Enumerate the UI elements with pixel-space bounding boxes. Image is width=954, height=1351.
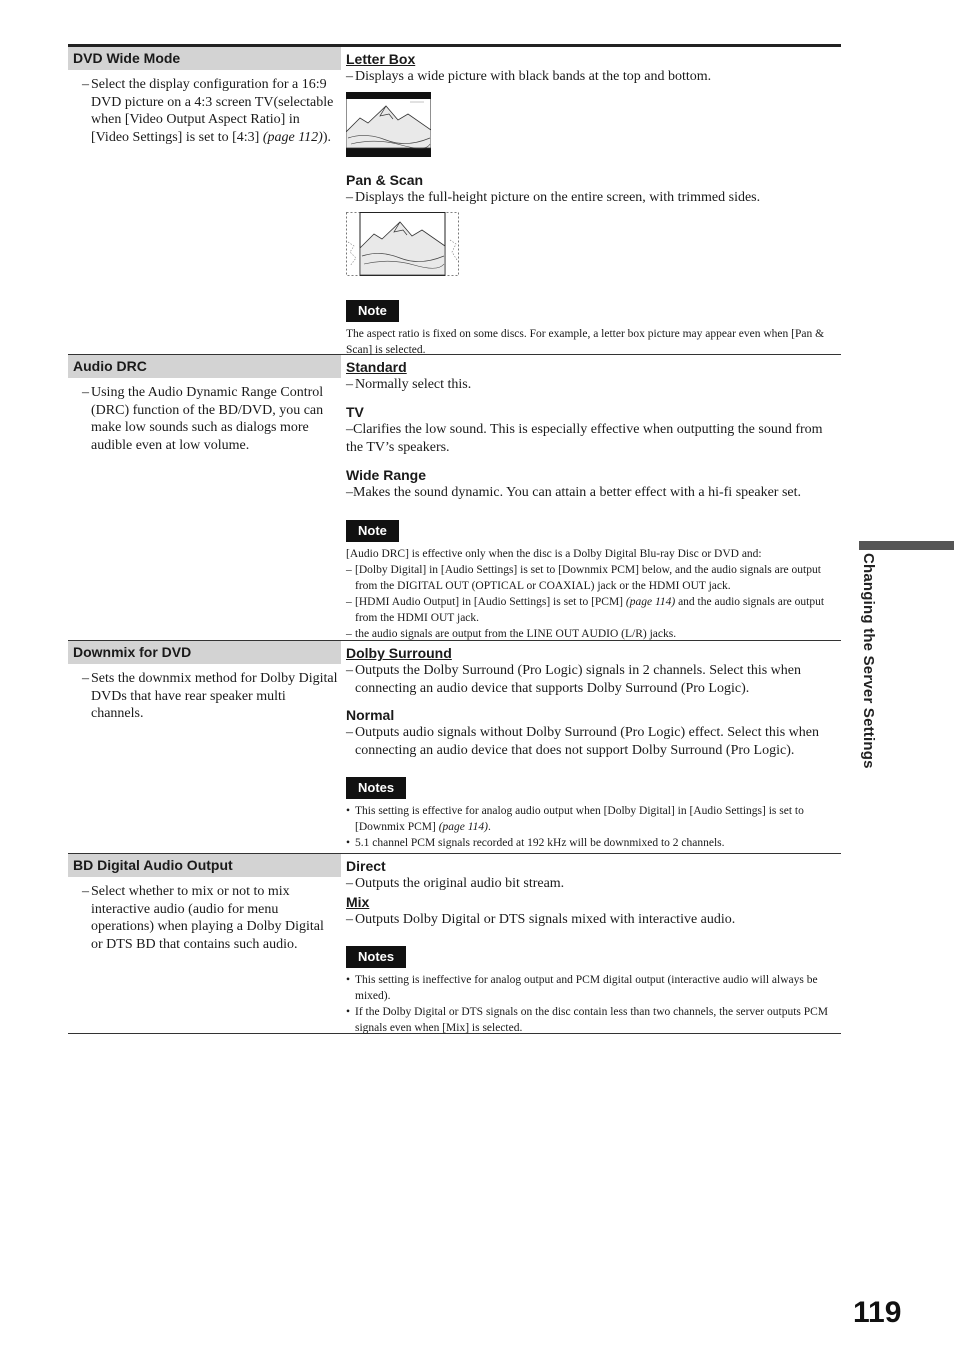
note-item: 5.1 channel PCM signals recorded at 192 kHz will be downmixed to 2 channels. [355,837,725,850]
option-description: Displays a wide picture with black bands at the top and bottom. [355,69,712,84]
dash-marker: – [82,671,89,686]
option-description: –Makes the sound dynamic. You can attain a better effect with a hi-fi speaker set. [346,484,801,500]
dash-marker: – [346,563,352,576]
setting-heading: Downmix for DVD [68,641,341,664]
note-text: The aspect ratio is fixed on some discs. For example, a letter box picture may appear even when [Pan & Scan] is selected. [346,328,825,357]
section-side-title: Changing the Server Settings [860,553,877,769]
option-pan-scan: Pan & Scan [346,171,424,188]
dash-marker: – [346,69,353,84]
setting-options-cell [341,355,841,640]
letterbox-illustration [346,92,841,162]
bullet-marker: • [346,805,351,818]
note-item: [HDMI Audio Output] in [Audio Settings] is set to [PCM] [355,595,626,608]
setting-description [68,378,341,458]
option-letter-box: Letter Box [346,51,416,67]
description-text: Select the display configuration for a 16:9 DVD picture on a 4:3 screen TV(selectable when [Video Output Aspect Ratio] in [Video Settings] is set to [4:3] [91,77,334,145]
description-text: Sets the downmix method for Dolby Digital DVDs that have rear speaker multi channels. [91,671,338,722]
option-description: –Clarifies the low sound. This is especially effective when outputting the sound from the TV’s speakers. [346,421,823,455]
setting-label-cell [68,854,341,1033]
dash-marker: – [346,627,352,640]
bullet-marker: • [346,837,351,850]
setting-options-cell [341,47,841,357]
notes-badge: Notes [346,946,406,968]
note-item-end: and the audio signals are output from the HDMI OUT jack. [355,595,825,624]
page-number: 119 [853,1296,902,1329]
setting-heading: BD Digital Audio Output [68,854,341,877]
setting-label-cell [68,47,341,354]
setting-options-cell [341,641,841,853]
note-item: the audio signals are output from the LINE OUT AUDIO (L/R) jacks. [355,627,677,640]
setting-row-audio-drc [68,354,841,640]
note-badge: Note [346,300,399,322]
setting-options-cell [341,854,841,1033]
dash-marker: – [82,385,89,400]
setting-heading: DVD Wide Mode [68,47,341,70]
dash-marker: – [82,884,89,899]
side-tab-bar [859,541,954,550]
dash-marker: – [346,876,353,891]
settings-table [68,44,841,1034]
dash-marker: – [346,377,353,392]
note-item-end: . [488,821,491,834]
setting-row-dvd-wide-mode [68,47,841,357]
note-item: If the Dolby Digital or DTS signals on the disc contain less than two channels, the server outputs PCM signals even when [Mix] is selected. [355,1006,829,1035]
option-tv: TV [346,403,364,420]
setting-heading: Audio DRC [68,355,341,378]
setting-description [68,877,341,957]
page-reference: (page 112) [262,129,323,145]
note-item: This setting is effective for analog audio output when [Dolby Digital] in [Audio Settings] is set to [Downmix PCM] [355,805,804,834]
option-description: Displays the full-height picture on the entire screen, with trimmed sides. [355,189,761,205]
description-end: ). [322,129,331,145]
option-normal: Normal [346,707,395,724]
note-badge: Note [346,520,399,542]
dash-marker: – [346,595,352,608]
dash-marker: – [346,189,353,205]
option-description: Outputs the original audio bit stream. [355,876,565,891]
dash-marker: – [346,663,353,678]
dash-marker: – [346,725,353,741]
description-text: Select whether to mix or not to mix interactive audio (audio for menu operations) when playing a Dolby Digital or DTS BD that contains such audio. [91,884,324,952]
option-description: Outputs Dolby Digital or DTS signals mixed with interactive audio. [355,911,736,927]
setting-row-bd-digital-audio [68,853,841,1033]
option-wide-range: Wide Range [346,466,426,483]
dash-marker: – [346,911,353,927]
option-standard: Standard [346,359,407,375]
note-item: This setting is ineffective for analog output and PCM digital output (interactive audio will always be mixed). [355,974,818,1003]
option-description: Outputs the Dolby Surround (Pro Logic) signals in 2 channels. Select this when connecting an audio device that supports Dolby Surround (Pro Logic). [355,663,801,696]
notes-badge: Notes [346,777,406,799]
page-reference: (page 114) [625,595,676,608]
note-item: [Dolby Digital] in [Audio Settings] is set to [Downmix PCM] below, and the audio signals are output from the DIGITAL OUT (OPTICAL or COAXIAL) jack or the HDMI OUT jack. [355,563,821,592]
option-description: Outputs audio signals without Dolby Surround (Pro Logic) effect. Select this when connecting an audio device that does not support Dolby Surround (Pro Logic). [355,725,820,758]
option-dolby-surround: Dolby Surround [346,645,452,661]
page-reference: (page 114) [438,821,488,834]
bullet-marker: • [346,974,351,987]
setting-label-cell [68,641,341,853]
description-text: Using the Audio Dynamic Range Control (DRC) function of the BD/DVD, you can make low sounds such as dialogs more audible even at low volume. [91,385,324,453]
pan-scan-illustration [346,212,841,282]
note-intro: [Audio DRC] is effective only when the disc is a Dolby Digital Blu-ray Disc or DVD and: [346,547,762,560]
option-mix: Mix [346,893,370,910]
bullet-marker: • [346,1006,351,1019]
setting-row-downmix [68,640,841,853]
dash-marker: – [82,77,89,92]
option-direct: Direct [346,858,386,874]
setting-description [68,664,341,727]
setting-label-cell [68,355,341,640]
option-description: Normally select this. [355,377,472,392]
setting-description [68,70,341,150]
